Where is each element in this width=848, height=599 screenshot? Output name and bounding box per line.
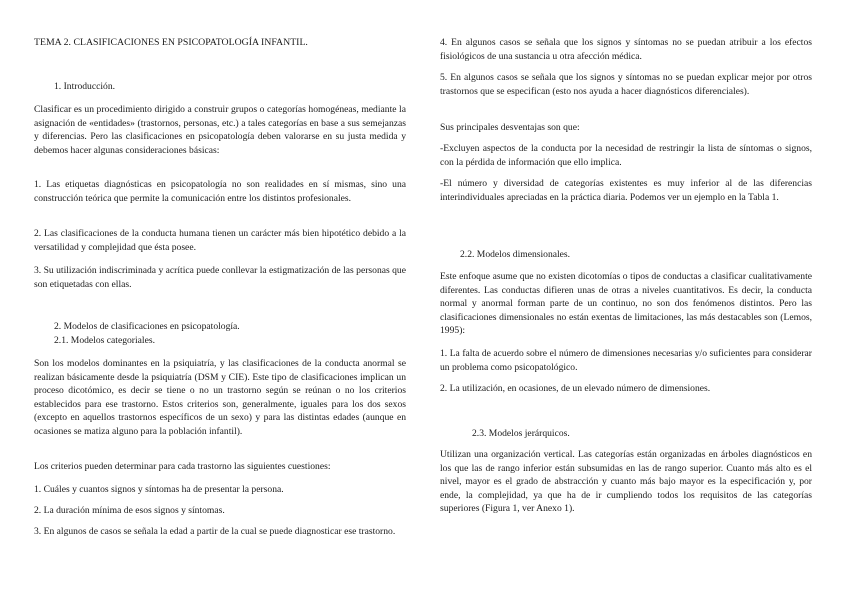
subsection-heading-categorical: 2.1. Modelos categoriales. <box>54 335 155 346</box>
intro-list-item-3: 3. Su utilización indiscriminada y acrítica puede conllevar la estigmatización de las personas que son etiquetadas con ellas. <box>34 265 406 290</box>
criteria-item-1: 1. Cuáles y cuantos signos y síntomas ha de presentar la persona. <box>34 484 284 495</box>
subsection-heading-hierarchical: 2.3. Modelos jerárquicos. <box>472 428 570 439</box>
categorical-paragraph: Son los modelos dominantes en la psiquiatría, y las clasificaciones de la conducta anormal se realizan básicamente desde la psiquiatría (DSM y CIE). Este tipo de clasificaciones implican un proceso dicotómico, es decir se tiene o no un trastorno según se reúnan o no los criterios establecidos para ese trastorno. Estos criterios son, generalmente, iguales para los dos sexos (excepto en aquellos trastornos específicos de un sexo) y para las distintas edades (aunque en ocasiones se matiza alguno para la población infantil). <box>34 358 406 438</box>
section-heading-models: 2. Modelos de clasificaciones en psicopatología. <box>54 321 240 332</box>
dimensional-limitation-2: 2. La utilización, en ocasiones, de un elevado número de dimensiones. <box>440 383 711 394</box>
criteria-item-5: 5. En algunos casos se señala que los signos y síntomas no se puedan explicar mejor por otros trastornos que se especifican (esto nos ayuda a hacer diagnósticos diferenciales). <box>440 72 812 97</box>
dimensional-limitation-1: 1. La falta de acuerdo sobre el número de dimensiones necesarias y/o suficientes para considerar un problema como psicopatológico. <box>440 348 812 373</box>
hierarchical-paragraph: Utilizan una organización vertical. Las categorías están organizadas en árboles diagnósticos en los que las de rango inferior están subsumidas en las de rango superior. Cuanto más alto es el nivel, mayor es el grado de abstracción y cuanto más bajo mayor es la especificación y, por ende, la complejidad, ya que ha de ir cumpliendo todos los requisitos de las categorías superiores (Figura 1, ver Anexo 1). <box>440 449 812 515</box>
criteria-item-2: 2. La duración mínima de esos signos y síntomas. <box>34 505 225 516</box>
intro-list-item-1: 1. Las etiquetas diagnósticas en psicopatología no son realidades en sí mismas, sino una construcción teórica que permite la comunicación entre los distintos profesionales. <box>34 179 406 204</box>
disadvantage-item-2: -El número y diversidad de categorías existentes es muy inferior al de las diferencias interindividuales apreciadas en la práctica diaria. Podemos ver un ejemplo en la Tabla 1. <box>440 178 812 203</box>
section-heading-introduction: 1. Introducción. <box>54 81 116 92</box>
criteria-item-4: 4. En algunos casos se señala que los signos y síntomas no se puedan atribuir a los efectos fisiológicos de una sustancia u otra afección médica. <box>440 37 812 62</box>
disadvantages-intro: Sus principales desventajas son que: <box>440 122 580 133</box>
dimensional-paragraph: Este enfoque asume que no existen dicotomías o tipos de conductas a clasificar cualitativamente diferentes. Las conductas difieren unas de otras a niveles cuantitativos. Es decir, la conducta normal y anormal forman parte de un continuo, no son dos fenómenos distintos. Pero las clasificaciones dimensionales no están exentas de limitaciones, las más destacables son (Lemos, 1995): <box>440 271 812 337</box>
disadvantage-item-1: -Excluyen aspectos de la conducta por la necesidad de restringir la lista de síntomas o signos, con la pérdida de información que ello implica. <box>440 143 812 168</box>
intro-list-item-2: 2. Las clasificaciones de la conducta humana tienen un carácter más bien hipotético debido a la versatilidad y complejidad que ésta posee. <box>34 228 406 253</box>
intro-paragraph: Clasificar es un procedimiento dirigido a construir grupos o categorías homogéneas, mediante la asignación de «entidades» (trastornos, personas, etc.) a tales categorías en base a sus semejanzas y diferencias. Pero las clasificaciones en psicopatología deben valorarse en su justa medida y debemos hacer algunas consideraciones básicas: <box>34 104 406 156</box>
document-title: TEMA 2. CLASIFICACIONES EN PSICOPATOLOGÍA INFANTIL. <box>34 37 308 48</box>
subsection-heading-dimensional: 2.2. Modelos dimensionales. <box>460 249 571 260</box>
criteria-intro: Los criterios pueden determinar para cada trastorno las siguientes cuestiones: <box>34 461 331 472</box>
criteria-item-3: 3. En algunos de casos se señala la edad a partir de la cual se puede diagnosticar ese trastorno. <box>34 526 396 537</box>
